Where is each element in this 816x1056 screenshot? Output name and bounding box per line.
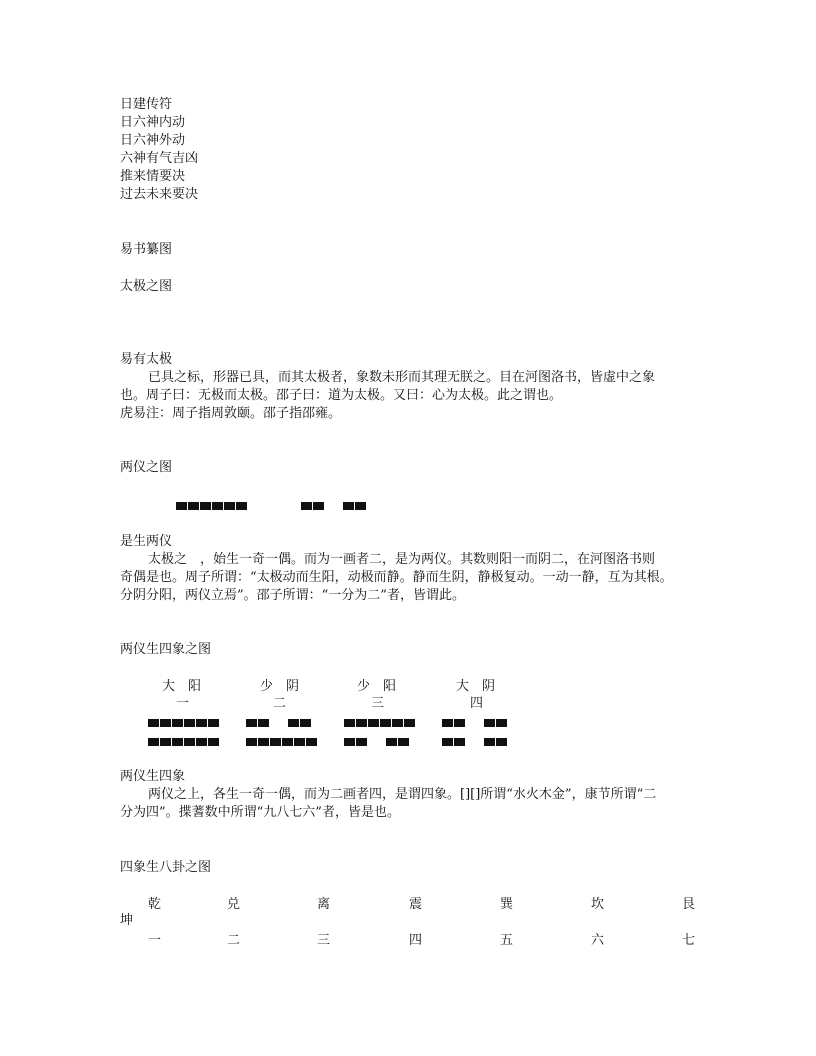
paragraph-line: 虎易注：周子指周敦颐。邵子指邵雍。	[120, 406, 342, 421]
yang-line-symbol	[344, 719, 416, 727]
paragraph-line: 奇偶是也。周子所谓：“太极动而生阳，动极而静。静而生阴，静极复动。一动一静，互为其根。	[120, 570, 673, 585]
sixiang-name: 少 阴	[260, 679, 300, 694]
yin-line-symbol	[344, 738, 410, 746]
sixiang-number: 二	[273, 696, 287, 711]
toc-item: 六神有气吉凶	[120, 151, 199, 166]
taiji-paragraph	[120, 369, 700, 423]
bagua-name: 乾	[148, 897, 162, 912]
bagua-number: 七	[682, 933, 696, 948]
liangyi-subheading: 是生两仪	[120, 534, 173, 549]
yin-line-symbol	[246, 719, 312, 727]
section-title: 易书纂图	[120, 242, 173, 257]
bagua-name: 巽	[500, 897, 514, 912]
bagua-number: 五	[500, 933, 514, 948]
yin-line-symbol	[442, 738, 508, 746]
yin-line-symbol	[442, 719, 508, 727]
bagua-number: 三	[317, 933, 331, 948]
yang-line-symbol	[148, 719, 220, 727]
yin-line-symbol	[301, 502, 367, 510]
sixiang-number: 四	[470, 696, 484, 711]
paragraph-line: 两仪之上，各生一奇一偶，而为二画者四，是谓四象。[][]所谓“水火木金”，康节所谓“二	[148, 787, 657, 802]
yang-line-symbol	[246, 738, 318, 746]
bagua-name: 震	[409, 897, 423, 912]
sixiang-name: 大 阳	[162, 679, 202, 694]
yang-line-symbol	[148, 738, 220, 746]
sixiang-subheading: 两仪生四象	[120, 769, 186, 784]
toc-item: 日建传符	[120, 97, 173, 112]
taiji-heading: 太极之图	[120, 279, 173, 294]
bagua-number: 二	[227, 933, 241, 948]
toc-item: 日六神内动	[120, 115, 186, 130]
toc-item: 过去未来要决	[120, 187, 199, 202]
taiji-subheading: 易有太极	[120, 352, 173, 367]
bagua-heading: 四象生八卦之图	[120, 860, 212, 875]
sixiang-paragraph	[120, 786, 700, 822]
paragraph-line: 已具之标，形器已具，而其太极者，象数未形而其理无朕之。目在河图洛书，皆虚中之象	[148, 370, 656, 385]
sixiang-number: 一	[176, 696, 190, 711]
paragraph-line: 分阴分阳，两仪立焉”。邵子所谓：“一分为二”者，皆谓此。	[120, 588, 465, 603]
bagua-name: 兑	[227, 897, 241, 912]
bagua-number: 六	[591, 933, 605, 948]
sixiang-heading: 两仪生四象之图	[120, 642, 212, 657]
bagua-number: 一	[148, 933, 162, 948]
bagua-name: 艮	[682, 897, 696, 912]
liangyi-paragraph	[120, 551, 700, 605]
toc-item: 推来情要决	[120, 169, 186, 184]
bagua-name: 坤	[120, 913, 134, 928]
bagua-number: 四	[409, 933, 423, 948]
liangyi-heading: 两仪之图	[120, 460, 173, 475]
yang-line-symbol	[176, 502, 248, 510]
paragraph-line: 也。周子曰：无极而太极。邵子曰：道为太极。又曰：心为太极。此之谓也。	[120, 388, 563, 403]
paragraph-line: 太极之 ，始生一奇一偶。而为一画者二，是为两仪。其数则阳一而阴二，在河图洛书则	[148, 552, 656, 567]
bagua-name: 离	[317, 897, 331, 912]
sixiang-name: 少 阳	[357, 679, 397, 694]
sixiang-name: 大 阴	[456, 679, 496, 694]
sixiang-number: 三	[371, 696, 385, 711]
bagua-name: 坎	[591, 897, 605, 912]
toc-item: 日六神外动	[120, 133, 186, 148]
paragraph-line: 分为四”。揲蓍数中所谓“九八七六”者，皆是也。	[120, 805, 400, 820]
